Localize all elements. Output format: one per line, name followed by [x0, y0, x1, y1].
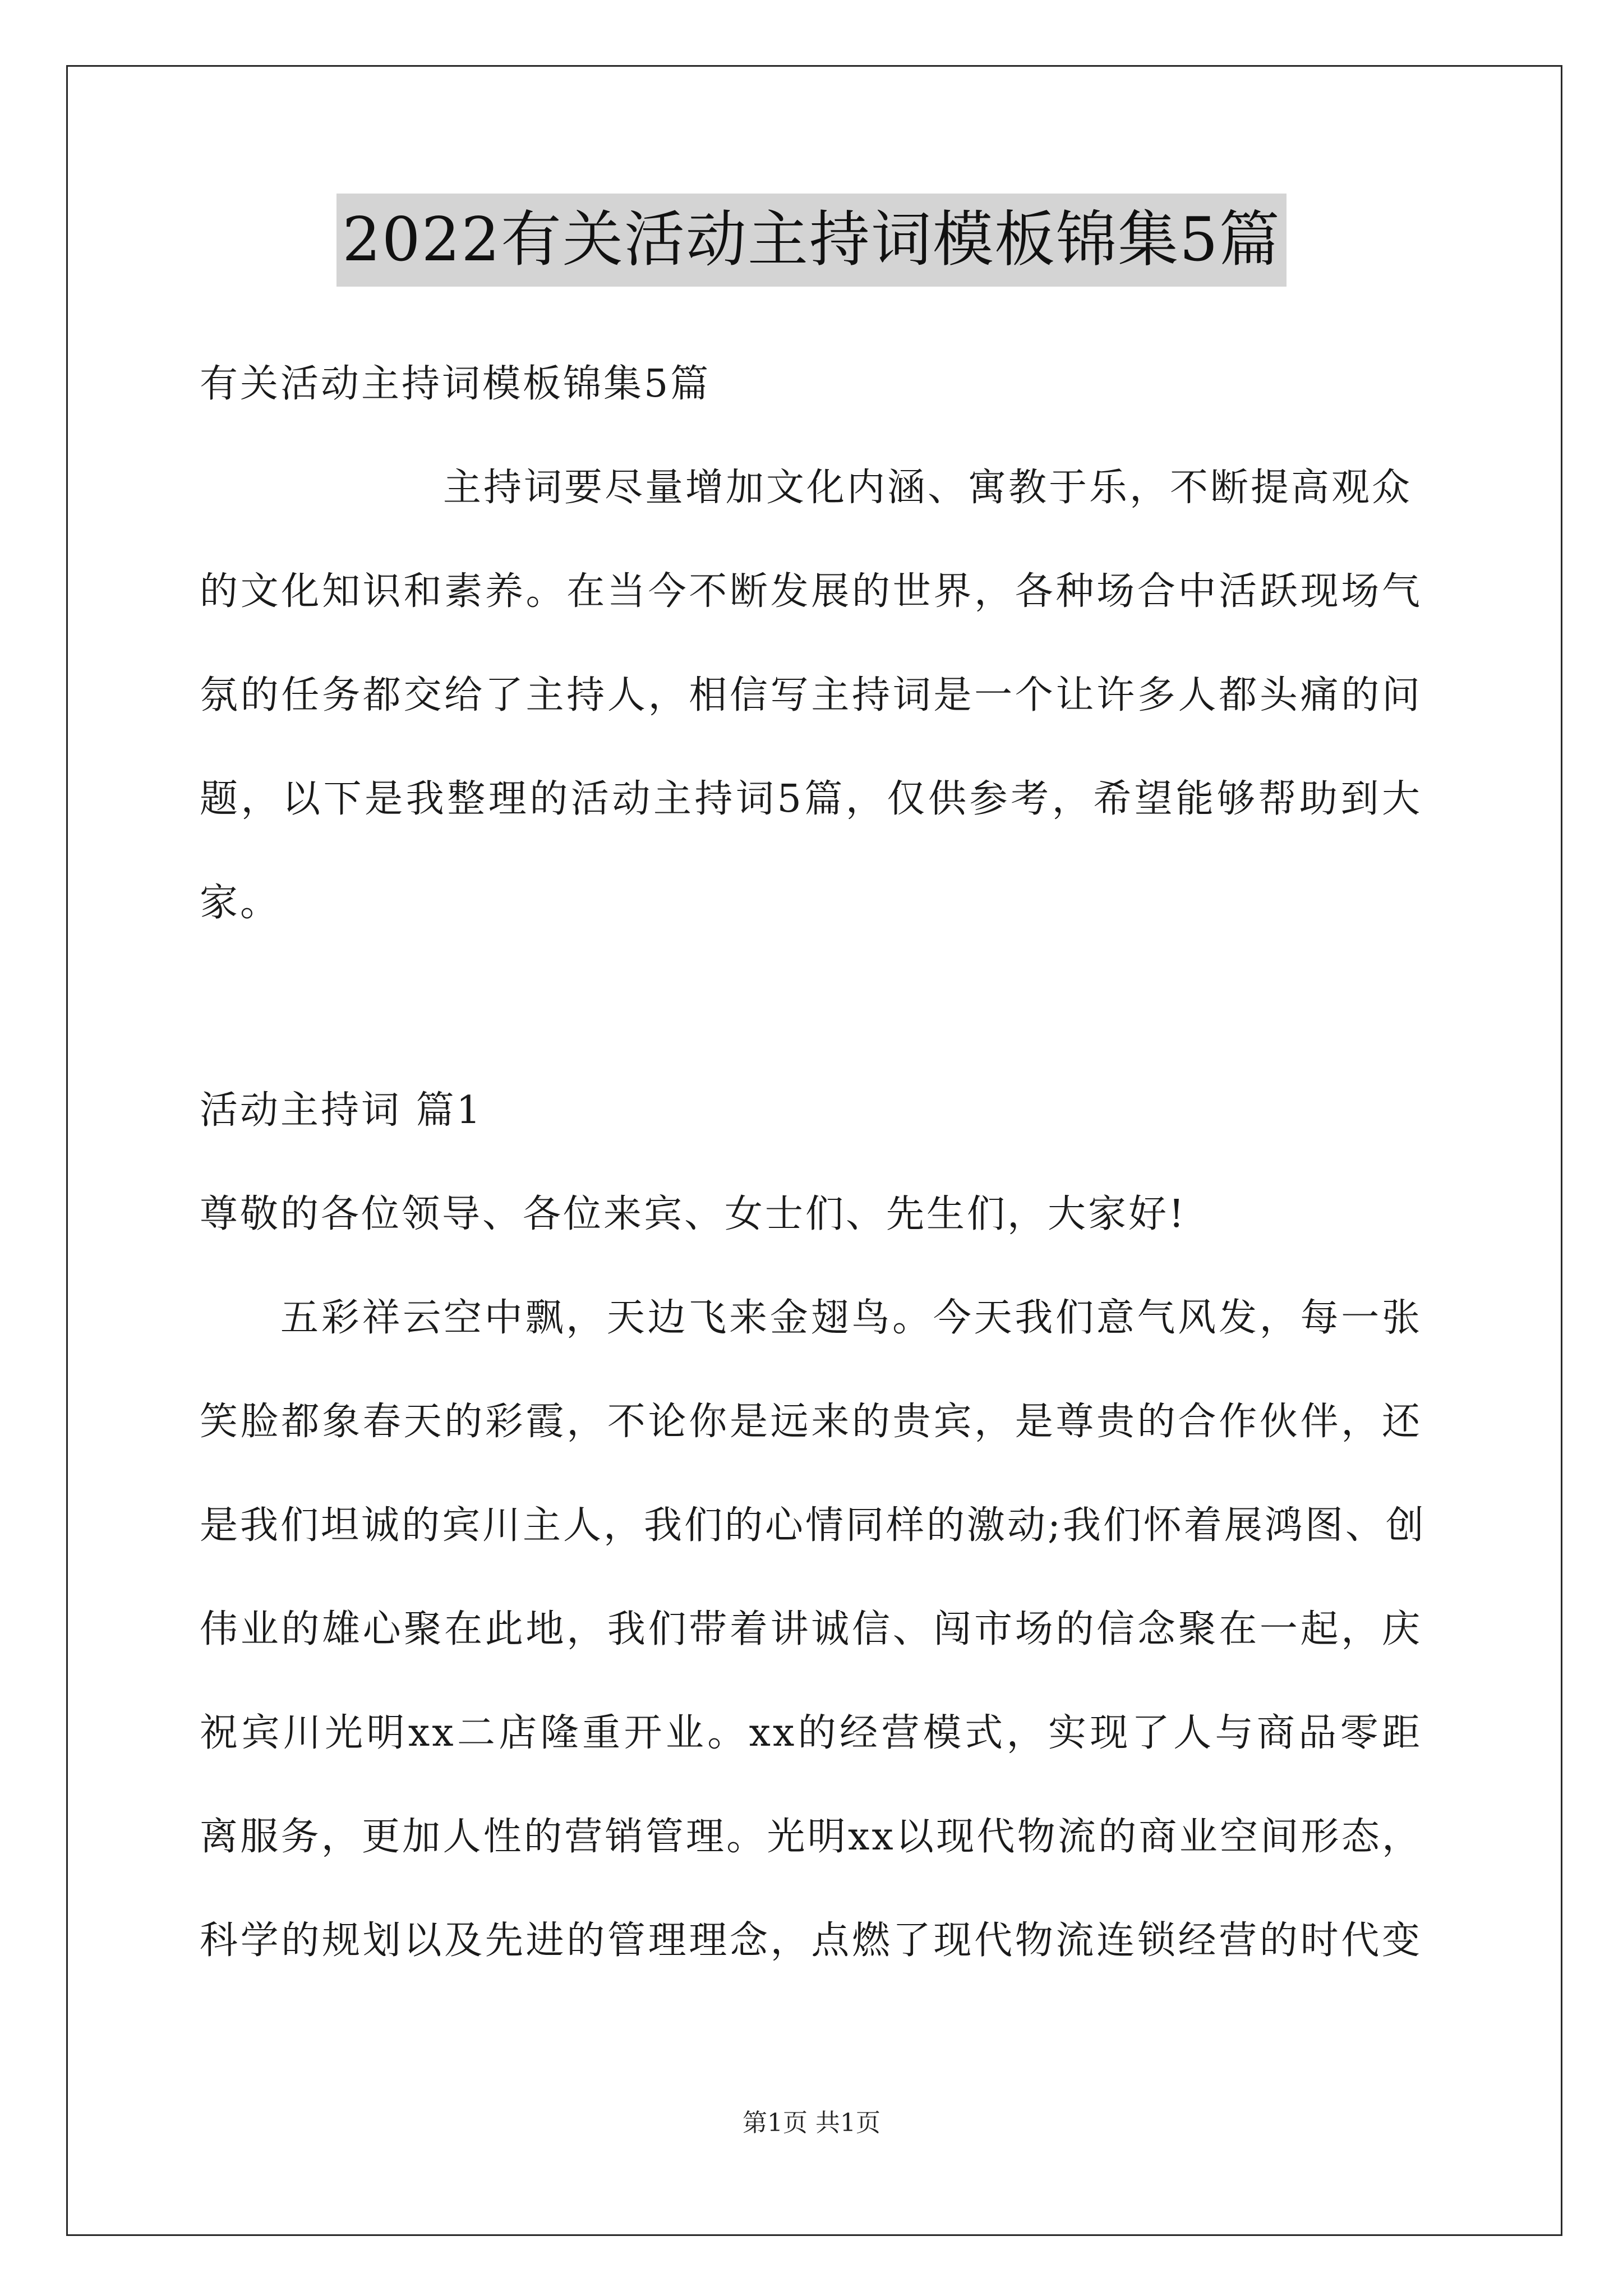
body-line-1: 五彩祥云空中飘，天边飞来金翅鸟。今天我们意气风发，每一张 — [280, 1296, 1422, 1340]
body-line-2: 笑脸都象春天的彩霞，不论你是远来的贵宾，是尊贵的合作伙伴，还 — [200, 1400, 1422, 1444]
section-heading: 活动主持词 篇1 — [200, 1088, 483, 1133]
greeting-line: 尊敬的各位领导、各位来宾、女士们、先生们，大家好! — [200, 1192, 1187, 1236]
page-footer: 第1页 共1页 — [743, 2109, 880, 2137]
intro-line-1: 主持词要尽量增加文化内涵、寓教于乐，不断提高观众 — [443, 466, 1413, 510]
body-line-4: 伟业的雄心聚在此地，我们带着讲诚信、闯市场的信念聚在一起，庆 — [200, 1607, 1422, 1651]
intro-line-3: 氛的任务都交给了主持人，相信写主持词是一个让许多人都头痛的问 — [200, 673, 1422, 717]
body-line-7: 科学的规划以及先进的管理理念，点燃了现代物流连锁经营的时代变 — [200, 1918, 1422, 1963]
document-title: 2022有关活动主持词模板锦集5篇 — [336, 194, 1287, 287]
document-subtitle: 有关活动主持词模板锦集5篇 — [200, 362, 711, 406]
title-container — [0, 194, 1623, 287]
body-line-6: 离服务，更加人性的营销管理。光明xx以现代物流的商业空间形态， — [200, 1815, 1422, 1859]
body-line-3: 是我们坦诚的宾川主人，我们的心情同样的激动;我们怀着展鸿图、创 — [200, 1503, 1426, 1548]
intro-line-5: 家。 — [200, 881, 281, 925]
body-line-5: 祝宾川光明xx二店隆重开业。xx的经营模式，实现了人与商品零距 — [200, 1711, 1422, 1755]
intro-line-2: 的文化知识和素养。在当今不断发展的世界，各种场合中活跃现场气 — [200, 569, 1422, 614]
intro-line-4: 题，以下是我整理的活动主持词5篇，仅供参考，希望能够帮助到大 — [200, 777, 1422, 821]
